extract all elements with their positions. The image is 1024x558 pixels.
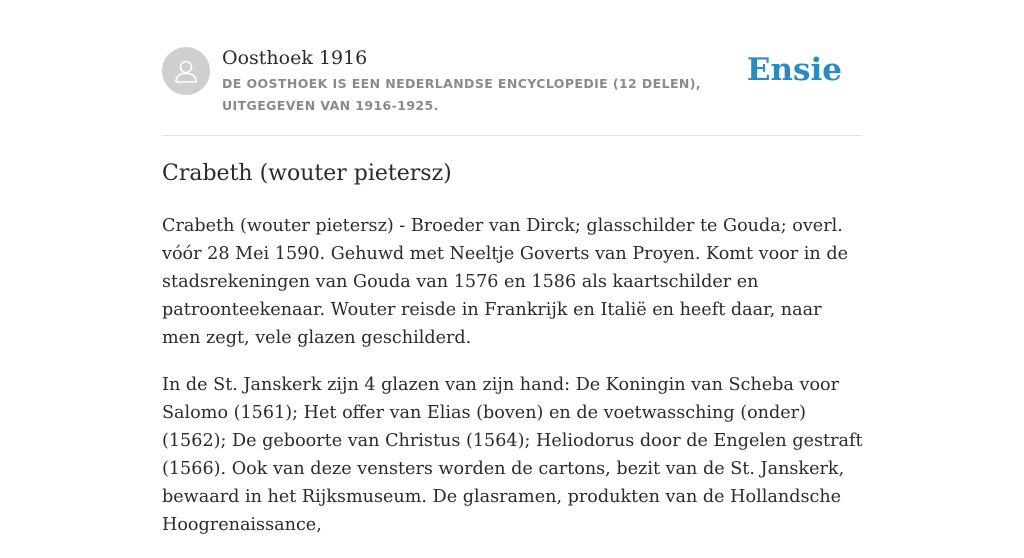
- author-name[interactable]: Oosthoek 1916: [222, 47, 368, 69]
- article-paragraph: In de St. Janskerk zijn 4 glazen van zijn hand: De Koningin van Scheba voor Salomo (1561); Het offer van Elias (boven) en de voetwassching (onder) (1562); De geboorte van Christus (1564); Heliodorus door de Engelen gestraft (1566). Ook van deze vensters worden de cartons, bezit van de St. Janskerk, bewaard in het Rijksmuseum. De glasramen, produkten van de Hollandsche Hoogrenaissance,: [162, 375, 863, 535]
- avatar[interactable]: [162, 47, 210, 95]
- article-paragraph: Crabeth (wouter pietersz) - Broeder van Dirck; glasschilder te Gouda; overl. vóór 28 Mei 1590. Gehuwd met Neeltje Goverts van Proyen. Komt voor in de stadsrekeningen van Gouda van 1576 en 1586 als kaartschilder en patroonteekenaar. Wouter reisde in Frankrijk en Italië en heeft daar, naar men zegt, vele glazen geschilderd.: [162, 216, 849, 348]
- article-body: [162, 212, 864, 558]
- page-title: Crabeth (wouter pietersz): [162, 161, 452, 186]
- user-icon: [171, 56, 201, 86]
- author-header: [162, 0, 862, 136]
- brand-logo[interactable]: Ensie: [746, 52, 842, 88]
- page-container: [162, 0, 863, 535]
- author-description: DE OOSTHOEK IS EEN NEDERLANDSE ENCYCLOPEDIE (12 DELEN), UITGEGEVEN VAN 1916-1925.: [222, 76, 702, 113]
